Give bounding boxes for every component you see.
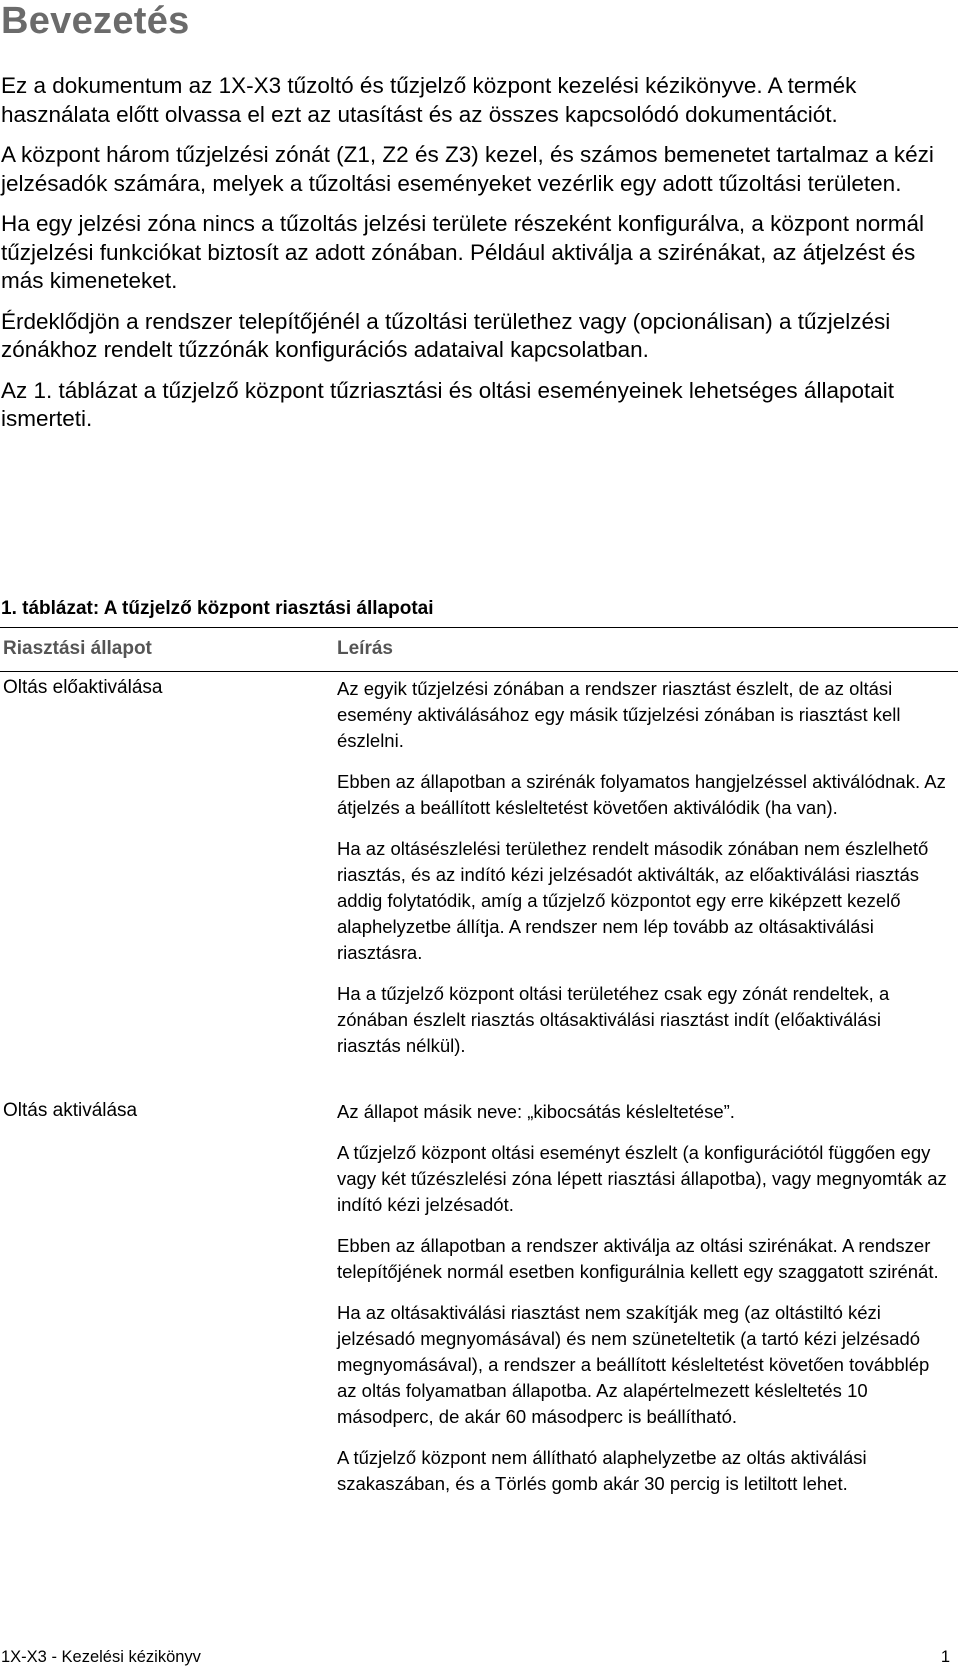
description-paragraph: A tűzjelző központ nem állítható alaphelyzetbe az oltás aktiválási szakaszában, és a Törlés gomb akár 30 percig is letiltott lehet. <box>337 1447 867 1494</box>
description-cell <box>337 1099 949 1512</box>
description-paragraph: A tűzjelző központ oltási eseményt észlelt (a konfigurációtól függően egy vagy két tűzészlelési zóna lépett riasztási állapotba), vagy megnyomták az indító kézi jelzésadót. <box>337 1142 947 1215</box>
description-cell <box>337 676 949 1074</box>
description-paragraph: Ha a tűzjelző központ oltási területéhez csak egy zónát rendeltek, a zónában észlelt riasztás oltásaktiválási riasztást indít (előaktiválási riasztás nélkül). <box>337 983 890 1056</box>
description-paragraph: Ha az oltásészlelési területhez rendelt második zónában nem észlelhető riasztás, és az indító kézi jelzésadót aktiválták, az előaktiválási riasztás addig folytatódik, amíg a tűzjelző központot egy erre kiképzett kezelő alaphelyzetbe állítja. A rendszer nem lép tovább az oltásaktiválási riasztásra. <box>337 838 929 963</box>
alarm-state-cell: Oltás előaktiválása <box>3 677 163 698</box>
table-caption: 1. táblázat: A tűzjelző központ riasztási állapotai <box>1 598 434 619</box>
intro-paragraph: Az 1. táblázat a tűzjelző központ tűzriasztási és oltási eseményeinek lehetséges állapotait ismerteti. <box>1 377 895 431</box>
alarm-state-cell: Oltás aktiválása <box>3 1100 138 1121</box>
column-header-state: Riasztási állapot <box>3 638 152 659</box>
intro-paragraph: Érdeklődjön a rendszer telepítőjénél a tűzoltási területhez vagy (opcionálisan) a tűzjelzési zónákhoz rendelt tűzzónák konfigurációs adataival kapcsolatban. <box>1 308 891 362</box>
footer-document-title: 1X-X3 - Kezelési kézikönyv <box>1 1648 201 1666</box>
description-paragraph: Az egyik tűzjelzési zónában a rendszer riasztást észlelt, de az oltási esemény aktiválásához egy másik tűzjelzési zónában is riasztást kell észlelni. <box>337 678 901 751</box>
description-paragraph: Ha az oltásaktiválási riasztást nem szakítják meg (az oltástiltó kézi jelzésadó megnyomásával) és nem szüneteltetik (a tartó kézi jelzésadó megnyomásával), a rendszer a beállított késleltetést követően továbblép az oltás folyamatban állapotba. Az alapértelmezett késleltetés 10 másodperc, de akár 60 másodperc is beállítható. <box>337 1302 930 1427</box>
intro-paragraph: Ez a dokumentum az 1X-X3 tűzoltó és tűzjelző központ kezelési kézikönyve. A termék használata előtt olvassa el ezt az utasítást és az összes kapcsolódó dokumentációt. <box>1 73 857 127</box>
column-header-description: Leírás <box>337 638 393 659</box>
footer-page-number: 1 <box>940 1648 950 1666</box>
description-paragraph: Ebben az állapotban a szirénák folyamatos hangjelzéssel aktiválódnak. Az átjelzés a beállított késleltetést követően aktiválódik (ha van). <box>337 771 946 818</box>
page-title: Bevezetés <box>1 0 190 42</box>
table-header <box>0 627 958 672</box>
description-paragraph: Ebben az állapotban a rendszer aktiválja az oltási szirénákat. A rendszer telepítőjének normál esetben konfigurálnia kellett egy szaggatott szirénát. <box>337 1235 939 1282</box>
intro-paragraph: Ha egy jelzési zóna nincs a tűzoltás jelzési területe részeként konfigurálva, a központ normál tűzjelzési funkciókat biztosít az adott zónában. Például aktiválja a szirénákat, az átjelzést és más kimeneteket. <box>1 211 924 293</box>
intro-section <box>1 72 946 446</box>
description-paragraph: Az állapot másik neve: „kibocsátás késleltetése”. <box>337 1101 735 1122</box>
intro-paragraph: A központ három tűzjelzési zónát (Z1, Z2 és Z3) kezel, és számos bemenetet tartalmaz a kézi jelzésadók számára, melyek a tűzoltási eseményeket vezérlik egy adott tűzoltási területen. <box>1 142 934 196</box>
